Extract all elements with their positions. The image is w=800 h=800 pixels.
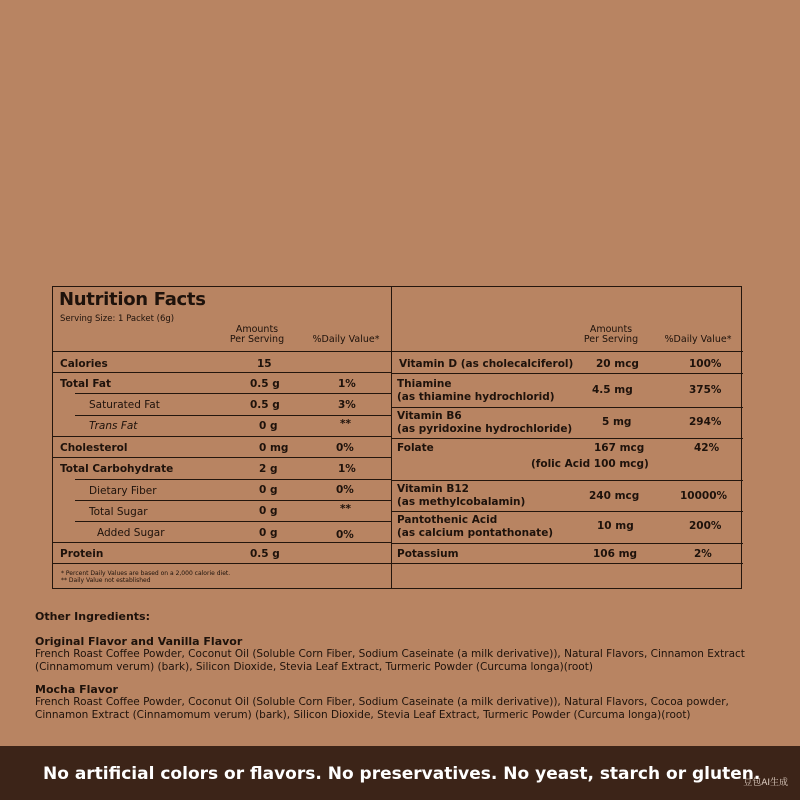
mocha-flavor-title: Mocha Flavor xyxy=(35,683,118,696)
per-serving-label: Per Serving xyxy=(229,334,285,345)
nutrient-extra: (folic Acid 100 mcg) xyxy=(531,458,649,470)
nutrition-title: Nutrition Facts xyxy=(59,289,206,310)
right-amounts-header xyxy=(581,325,641,345)
other-ingredients-section xyxy=(35,610,770,731)
nutrient-name: Potassium xyxy=(397,548,459,560)
footnote-line: * Percent Daily Values are based on a 2,000 calorie diet. xyxy=(61,570,231,577)
nutrient-amount: 0 g xyxy=(259,505,278,517)
row-divider xyxy=(391,511,743,512)
nutrient-dv: ** xyxy=(340,418,351,430)
nutrient-dv: 42% xyxy=(694,442,720,454)
row-divider xyxy=(391,480,743,481)
footnote-line: ** Daily Value not established xyxy=(61,577,151,584)
nutrient-name: Protein xyxy=(60,548,104,560)
amounts-label: Amounts xyxy=(235,324,279,335)
nutrient-name: Thiamine xyxy=(397,378,452,390)
claims-banner-text: No artificial colors or flavors. No preservatives. No yeast, starch or gluten. xyxy=(43,764,761,784)
nutrient-name: Dietary Fiber xyxy=(89,485,157,497)
nutrient-name: Pantothenic Acid xyxy=(397,514,498,526)
row-divider xyxy=(53,372,391,373)
left-dv-header: %Daily Value* xyxy=(312,334,380,345)
nutrient-amount: 0 g xyxy=(259,484,278,496)
nutrient-amount: 0 mg xyxy=(259,442,289,454)
nutrient-dv: 1% xyxy=(338,378,356,390)
row-divider xyxy=(53,542,391,543)
nutrient-subname: (as calcium pontathonate) xyxy=(397,527,554,539)
original-flavor-ingredients: French Roast Coffee Powder, Coconut Oil (Soluble Corn Fiber, Sodium Caseinate (a milk derivative)), Natural Flavors, Cinnamon Extract (Cinnamomum verum) (bark), Silicon Dioxide, Stevia Leaf Extract, Turmeric Powder (Curcuma longa)(root) xyxy=(35,648,745,673)
nutrient-dv: 375% xyxy=(689,384,722,396)
row-divider xyxy=(391,543,743,544)
ingredients-title: Other Ingredients: xyxy=(35,610,150,623)
nutrient-amount: 0.5 g xyxy=(250,548,280,560)
nutrient-name: Folate xyxy=(397,442,434,454)
footnote xyxy=(61,570,230,584)
nutrient-name: Total Fat xyxy=(60,378,112,390)
nutrient-dv: 2% xyxy=(694,548,712,560)
nutrient-amount: 4.5 mg xyxy=(592,384,633,396)
watermark: 豆包AI生成 xyxy=(743,778,788,788)
nutrient-name: Calories xyxy=(60,358,108,370)
nutrient-name: Total Sugar xyxy=(89,506,148,518)
nutrient-amount: 167 mcg xyxy=(594,442,645,454)
serving-size: Serving Size: 1 Packet (6g) xyxy=(60,314,175,324)
nutrient-dv: 200% xyxy=(689,520,722,532)
nutrient-dv: 100% xyxy=(689,358,722,370)
nutrient-amount: 5 mg xyxy=(602,416,632,428)
nutrient-amount: 0 g xyxy=(259,420,278,432)
row-divider xyxy=(53,351,391,352)
row-divider xyxy=(75,521,391,522)
row-divider xyxy=(391,563,743,564)
nutrient-amount: 0.5 g xyxy=(250,378,280,390)
row-divider xyxy=(53,436,391,437)
amounts-label: Amounts xyxy=(589,324,633,335)
nutrient-name: Vitamin D (as cholecalciferol) xyxy=(399,358,574,370)
row-divider xyxy=(391,438,743,439)
nutrient-name: Total Carbohydrate xyxy=(60,463,174,475)
per-serving-label: Per Serving xyxy=(583,334,639,345)
row-divider xyxy=(391,373,743,374)
nutrient-name: Cholesterol xyxy=(60,442,128,454)
nutrient-dv: 0% xyxy=(336,484,354,496)
nutrient-subname: (as thiamine hydrochlorid) xyxy=(397,391,555,403)
original-flavor-title: Original Flavor and Vanilla Flavor xyxy=(35,635,243,648)
row-divider xyxy=(75,393,391,394)
row-divider xyxy=(391,407,743,408)
nutrient-dv: 294% xyxy=(689,416,722,428)
nutrient-dv: 10000% xyxy=(680,490,728,502)
nutrient-amount: 240 mcg xyxy=(589,490,640,502)
nutrition-facts-panel xyxy=(52,286,742,589)
nutrient-amount: 0 g xyxy=(259,527,278,539)
nutrient-name: Vitamin B12 xyxy=(397,483,469,495)
nutrient-dv: 3% xyxy=(338,399,356,411)
nutrient-amount: 15 xyxy=(257,358,272,370)
left-amounts-header xyxy=(225,325,289,345)
nutrient-amount: 0.5 g xyxy=(250,399,280,411)
nutrient-amount: 106 mg xyxy=(593,548,638,560)
row-divider xyxy=(75,415,391,416)
mocha-flavor-ingredients: French Roast Coffee Powder, Coconut Oil (Soluble Corn Fiber, Sodium Caseinate (a milk derivative)), Natural Flavors, Cocoa powder, Cinnamon Extract (Cinnamomum verum) (bark), Silicon Dioxide, Stevia Leaf Extract, Turmeric Powder (Curcuma longa)(root) xyxy=(35,696,729,721)
nutrient-name: Vitamin B6 xyxy=(397,410,462,422)
nutrient-amount: 10 mg xyxy=(597,520,634,532)
row-divider xyxy=(53,457,391,458)
row-divider xyxy=(391,351,743,352)
nutrient-dv: 1% xyxy=(338,463,356,475)
nutrient-amount: 20 mcg xyxy=(596,358,639,370)
nutrient-dv: 0% xyxy=(336,529,354,541)
nutrient-name: Added Sugar xyxy=(97,527,165,539)
row-divider xyxy=(75,479,391,480)
row-divider xyxy=(53,563,391,564)
right-dv-header: %Daily Value* xyxy=(664,334,732,345)
nutrient-name: Saturated Fat xyxy=(89,399,160,411)
nutrient-dv: ** xyxy=(340,503,351,515)
row-divider xyxy=(75,500,391,501)
nutrient-dv: 0% xyxy=(336,442,354,454)
nutrient-subname: (as pyridoxine hydrochloride) xyxy=(397,423,573,435)
nutrient-subname: (as methylcobalamin) xyxy=(397,496,526,508)
nutrient-amount: 2 g xyxy=(259,463,278,475)
nutrient-name: Trans Fat xyxy=(89,420,138,432)
